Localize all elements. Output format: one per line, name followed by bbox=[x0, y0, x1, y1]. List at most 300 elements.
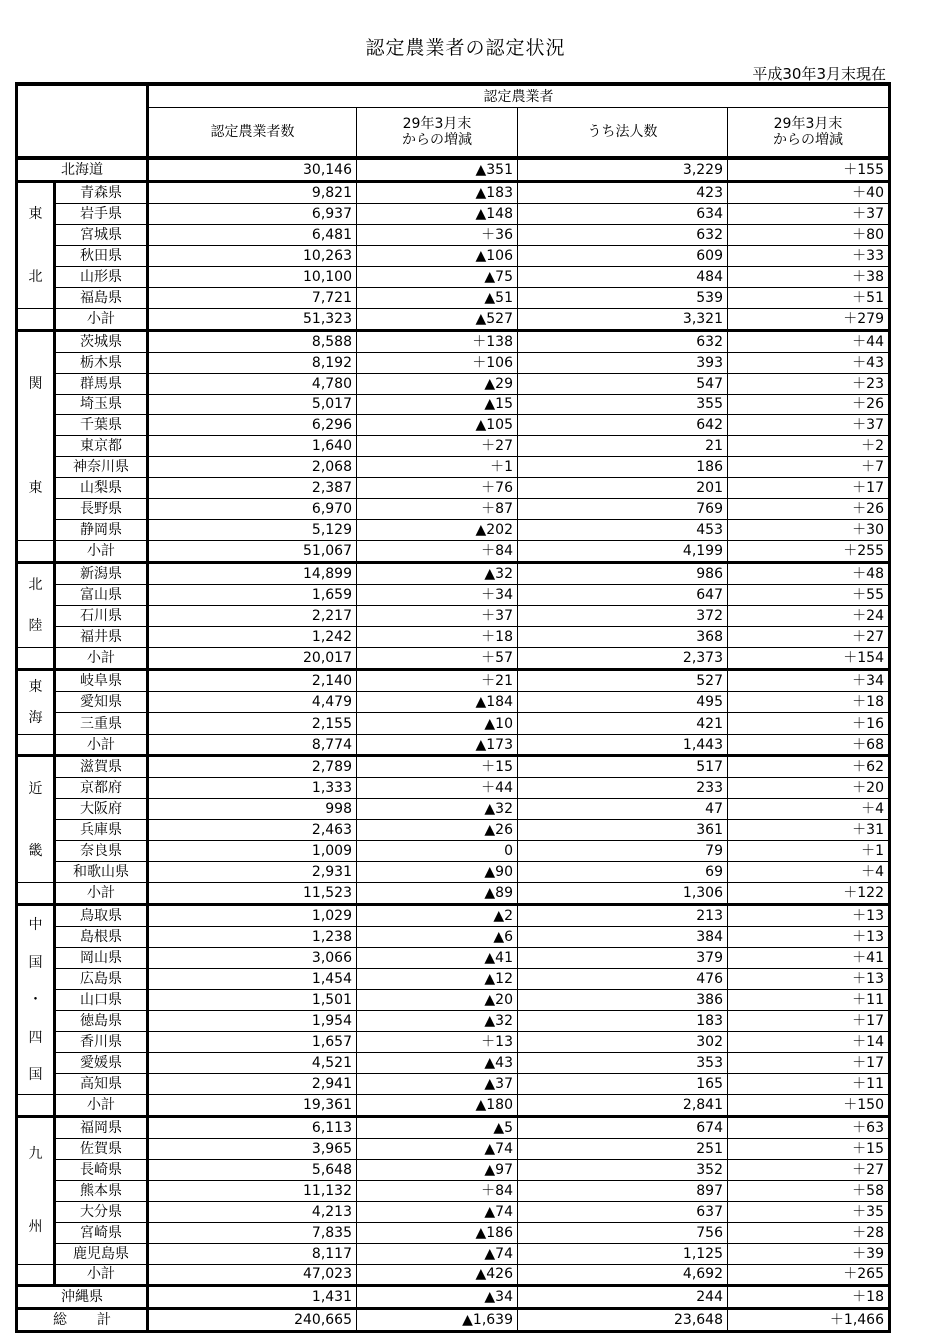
region-char: 海 bbox=[28, 709, 43, 726]
prefecture-name: 新潟県 bbox=[55, 562, 148, 584]
value-cell: ＋44 bbox=[357, 778, 518, 799]
value-cell: ＋15 bbox=[357, 756, 518, 778]
value-cell: ＋40 bbox=[728, 181, 890, 203]
prefecture-name: 青森県 bbox=[55, 181, 148, 203]
prefecture-name: 千葉県 bbox=[55, 415, 148, 436]
value-cell: 8,192 bbox=[148, 352, 357, 373]
as-of-date: 平成30年3月末現在 bbox=[752, 65, 886, 83]
header-col4-line2: からの増減 bbox=[773, 132, 843, 148]
row-label-text: 北海道 bbox=[61, 161, 103, 178]
value-cell: ▲74 bbox=[357, 1201, 518, 1222]
value-cell: 69 bbox=[518, 862, 728, 883]
table-row bbox=[17, 670, 890, 692]
value-cell: ＋76 bbox=[357, 478, 518, 499]
value-cell: 637 bbox=[518, 1201, 728, 1222]
value-cell: ＋13 bbox=[728, 969, 890, 990]
value-cell: 495 bbox=[518, 692, 728, 713]
value-cell: ▲32 bbox=[357, 799, 518, 820]
prefecture-name: 茨城県 bbox=[55, 330, 148, 352]
region-label-chars bbox=[18, 183, 53, 308]
value-cell: ＋48 bbox=[728, 562, 890, 584]
value-cell: 23,648 bbox=[518, 1309, 728, 1332]
value-cell: ＋57 bbox=[357, 648, 518, 670]
table-row bbox=[17, 224, 890, 245]
table-row bbox=[17, 1180, 890, 1201]
row-label-text: 沖縄県 bbox=[61, 1289, 103, 1306]
value-cell: ＋62 bbox=[728, 756, 890, 778]
prefecture-name: 福島県 bbox=[55, 287, 148, 308]
value-cell: 6,937 bbox=[148, 203, 357, 224]
header-col4-line1: 29年3月末 bbox=[773, 116, 843, 132]
value-cell: ▲51 bbox=[357, 287, 518, 308]
value-cell: ＋17 bbox=[728, 1052, 890, 1073]
value-cell: 484 bbox=[518, 266, 728, 287]
value-cell: ▲184 bbox=[357, 692, 518, 713]
value-cell: ▲10 bbox=[357, 713, 518, 734]
value-cell: 1,501 bbox=[148, 990, 357, 1011]
value-cell: 1,659 bbox=[148, 585, 357, 606]
value-cell: ▲29 bbox=[357, 373, 518, 394]
subtotal-label: 小計 bbox=[55, 734, 148, 756]
value-cell: 2,387 bbox=[148, 478, 357, 499]
value-cell: ▲90 bbox=[357, 862, 518, 883]
table-row bbox=[17, 713, 890, 734]
value-cell: ＋24 bbox=[728, 606, 890, 627]
value-cell: 527 bbox=[518, 670, 728, 692]
value-cell: ▲527 bbox=[357, 308, 518, 330]
region-label-chars bbox=[18, 332, 53, 540]
value-cell: ▲148 bbox=[357, 203, 518, 224]
subtotal-row bbox=[17, 1094, 890, 1116]
prefecture-name: 静岡県 bbox=[55, 520, 148, 541]
subtotal-spacer bbox=[17, 1264, 55, 1286]
region-label bbox=[17, 562, 55, 647]
value-cell: ＋34 bbox=[357, 585, 518, 606]
table-row bbox=[17, 457, 890, 478]
value-cell: ＋27 bbox=[728, 1159, 890, 1180]
value-cell: ＋27 bbox=[728, 627, 890, 648]
subtotal-label: 小計 bbox=[55, 1264, 148, 1286]
value-cell: ▲20 bbox=[357, 990, 518, 1011]
value-cell: 632 bbox=[518, 224, 728, 245]
region-char: 中 bbox=[28, 917, 43, 934]
value-cell: ▲5 bbox=[357, 1116, 518, 1138]
table-row bbox=[17, 1011, 890, 1032]
value-cell: 302 bbox=[518, 1031, 728, 1052]
table-row bbox=[17, 394, 890, 415]
table-row bbox=[17, 245, 890, 266]
prefecture-name: 愛知県 bbox=[55, 692, 148, 713]
subtotal-row bbox=[17, 648, 890, 670]
value-cell: 4,199 bbox=[518, 541, 728, 563]
value-cell: 2,217 bbox=[148, 606, 357, 627]
prefecture-name: 島根県 bbox=[55, 927, 148, 948]
table-row bbox=[17, 181, 890, 203]
value-cell: ＋14 bbox=[728, 1031, 890, 1052]
row-label bbox=[17, 1286, 148, 1309]
value-cell: ＋51 bbox=[728, 287, 890, 308]
value-cell: 0 bbox=[357, 841, 518, 862]
value-cell: 5,129 bbox=[148, 520, 357, 541]
value-cell: ▲74 bbox=[357, 1243, 518, 1264]
value-cell: ＋255 bbox=[728, 541, 890, 563]
subtotal-label: 小計 bbox=[55, 648, 148, 670]
value-cell: ＋138 bbox=[357, 330, 518, 352]
prefecture-name: 福岡県 bbox=[55, 1116, 148, 1138]
value-cell: 4,479 bbox=[148, 692, 357, 713]
value-cell: 20,017 bbox=[148, 648, 357, 670]
header-row-columns bbox=[17, 108, 890, 159]
value-cell: ＋34 bbox=[728, 670, 890, 692]
table-row bbox=[17, 1309, 890, 1332]
value-cell: ＋37 bbox=[728, 203, 890, 224]
value-cell: 674 bbox=[518, 1116, 728, 1138]
value-cell: 51,323 bbox=[148, 308, 357, 330]
table-row bbox=[17, 1201, 890, 1222]
value-cell: 2,941 bbox=[148, 1073, 357, 1094]
region-char: 北 bbox=[28, 268, 43, 285]
prefecture-name: 山梨県 bbox=[55, 478, 148, 499]
value-cell: 3,321 bbox=[518, 308, 728, 330]
prefecture-name: 秋田県 bbox=[55, 245, 148, 266]
table-row bbox=[17, 352, 890, 373]
value-cell: 2,931 bbox=[148, 862, 357, 883]
prefecture-name: 群馬県 bbox=[55, 373, 148, 394]
certified-farmers-table bbox=[15, 82, 891, 1333]
value-cell: ＋58 bbox=[728, 1180, 890, 1201]
region-label bbox=[17, 330, 55, 540]
value-cell: ＋44 bbox=[728, 330, 890, 352]
subtotal-row bbox=[17, 734, 890, 756]
value-cell: 2,140 bbox=[148, 670, 357, 692]
value-cell: ＋155 bbox=[728, 158, 890, 181]
value-cell: ▲351 bbox=[357, 158, 518, 181]
subtotal-label: 小計 bbox=[55, 883, 148, 905]
region-char: 陸 bbox=[28, 618, 43, 635]
prefecture-name: 神奈川県 bbox=[55, 457, 148, 478]
value-cell: ＋87 bbox=[357, 499, 518, 520]
value-cell: ＋154 bbox=[728, 648, 890, 670]
value-cell: ＋1 bbox=[357, 457, 518, 478]
subtotal-row bbox=[17, 308, 890, 330]
subtotal-label: 小計 bbox=[55, 541, 148, 563]
value-cell: ＋21 bbox=[357, 670, 518, 692]
value-cell: ＋43 bbox=[728, 352, 890, 373]
value-cell: 11,132 bbox=[148, 1180, 357, 1201]
table-row bbox=[17, 287, 890, 308]
value-cell: ▲2 bbox=[357, 905, 518, 927]
value-cell: 539 bbox=[518, 287, 728, 308]
value-cell: 361 bbox=[518, 820, 728, 841]
value-cell: 79 bbox=[518, 841, 728, 862]
region-char: 国 bbox=[28, 954, 43, 971]
row-label bbox=[17, 1309, 148, 1332]
value-cell: ＋68 bbox=[728, 734, 890, 756]
value-cell: ＋7 bbox=[728, 457, 890, 478]
prefecture-name: 鹿児島県 bbox=[55, 1243, 148, 1264]
value-cell: ＋31 bbox=[728, 820, 890, 841]
value-cell: ＋17 bbox=[728, 1011, 890, 1032]
value-cell: 21 bbox=[518, 436, 728, 457]
value-cell: 5,648 bbox=[148, 1159, 357, 1180]
value-cell: 2,155 bbox=[148, 713, 357, 734]
value-cell: ＋41 bbox=[728, 948, 890, 969]
value-cell: ＋17 bbox=[728, 478, 890, 499]
subtotal-spacer bbox=[17, 1094, 55, 1116]
prefecture-name: 岡山県 bbox=[55, 948, 148, 969]
value-cell: 379 bbox=[518, 948, 728, 969]
value-cell: ＋23 bbox=[728, 373, 890, 394]
prefecture-name: 兵庫県 bbox=[55, 820, 148, 841]
value-cell: 998 bbox=[148, 799, 357, 820]
table-row bbox=[17, 585, 890, 606]
region-char: 東 bbox=[28, 479, 43, 496]
region-char: 東 bbox=[28, 678, 43, 695]
table-row bbox=[17, 756, 890, 778]
subtotal-spacer bbox=[17, 883, 55, 905]
table-row bbox=[17, 1073, 890, 1094]
value-cell: ＋279 bbox=[728, 308, 890, 330]
value-cell: 3,066 bbox=[148, 948, 357, 969]
value-cell: ▲183 bbox=[357, 181, 518, 203]
region-char: 近 bbox=[28, 780, 43, 797]
table-body bbox=[17, 158, 890, 1332]
value-cell: ＋36 bbox=[357, 224, 518, 245]
value-cell: 1,454 bbox=[148, 969, 357, 990]
value-cell: ＋15 bbox=[728, 1138, 890, 1159]
value-cell: 476 bbox=[518, 969, 728, 990]
value-cell: 634 bbox=[518, 203, 728, 224]
region-label bbox=[17, 670, 55, 735]
value-cell: 393 bbox=[518, 352, 728, 373]
value-cell: 1,657 bbox=[148, 1031, 357, 1052]
page-title: 認定農業者の認定状況 bbox=[365, 37, 566, 59]
value-cell: 47 bbox=[518, 799, 728, 820]
value-cell: 6,481 bbox=[148, 224, 357, 245]
value-cell: ▲180 bbox=[357, 1094, 518, 1116]
prefecture-name: 岐阜県 bbox=[55, 670, 148, 692]
value-cell: 986 bbox=[518, 562, 728, 584]
value-cell: 423 bbox=[518, 181, 728, 203]
region-char: 州 bbox=[28, 1219, 43, 1236]
value-cell: ＋2 bbox=[728, 436, 890, 457]
table-row bbox=[17, 266, 890, 287]
table-row bbox=[17, 862, 890, 883]
value-cell: ＋80 bbox=[728, 224, 890, 245]
value-cell: 372 bbox=[518, 606, 728, 627]
value-cell: ▲202 bbox=[357, 520, 518, 541]
value-cell: ▲426 bbox=[357, 1264, 518, 1286]
value-cell: 30,146 bbox=[148, 158, 357, 181]
value-cell: 186 bbox=[518, 457, 728, 478]
value-cell: 213 bbox=[518, 905, 728, 927]
value-cell: ▲1,639 bbox=[357, 1309, 518, 1332]
value-cell: 6,296 bbox=[148, 415, 357, 436]
value-cell: ＋37 bbox=[357, 606, 518, 627]
value-cell: ▲12 bbox=[357, 969, 518, 990]
value-cell: 352 bbox=[518, 1159, 728, 1180]
region-label-chars bbox=[18, 906, 53, 1094]
table-row bbox=[17, 478, 890, 499]
region-char: 東 bbox=[28, 206, 43, 223]
value-cell: 769 bbox=[518, 499, 728, 520]
value-cell: ▲74 bbox=[357, 1138, 518, 1159]
value-cell: 517 bbox=[518, 756, 728, 778]
prefecture-name: 岩手県 bbox=[55, 203, 148, 224]
subtotal-label: 小計 bbox=[55, 308, 148, 330]
prefecture-name: 鳥取県 bbox=[55, 905, 148, 927]
header-col-corporations-change bbox=[728, 108, 890, 159]
header-group-label: 認定農業者 bbox=[148, 84, 890, 108]
value-cell: ▲41 bbox=[357, 948, 518, 969]
value-cell: ＋37 bbox=[728, 415, 890, 436]
value-cell: ＋18 bbox=[728, 1286, 890, 1309]
value-cell: 4,521 bbox=[148, 1052, 357, 1073]
value-cell: 19,361 bbox=[148, 1094, 357, 1116]
prefecture-name: 和歌山県 bbox=[55, 862, 148, 883]
value-cell: ▲32 bbox=[357, 1011, 518, 1032]
value-cell: 647 bbox=[518, 585, 728, 606]
value-cell: ▲32 bbox=[357, 562, 518, 584]
value-cell: ＋122 bbox=[728, 883, 890, 905]
region-label-chars bbox=[18, 757, 53, 882]
value-cell: 547 bbox=[518, 373, 728, 394]
value-cell: 4,780 bbox=[148, 373, 357, 394]
value-cell: 642 bbox=[518, 415, 728, 436]
subtotal-spacer bbox=[17, 648, 55, 670]
value-cell: 1,125 bbox=[518, 1243, 728, 1264]
table-row bbox=[17, 948, 890, 969]
value-cell: ▲15 bbox=[357, 394, 518, 415]
value-cell: 1,640 bbox=[148, 436, 357, 457]
value-cell: ＋39 bbox=[728, 1243, 890, 1264]
value-cell: 353 bbox=[518, 1052, 728, 1073]
value-cell: 251 bbox=[518, 1138, 728, 1159]
subtotal-spacer bbox=[17, 541, 55, 563]
prefecture-name: 大分県 bbox=[55, 1201, 148, 1222]
subtotal-row bbox=[17, 541, 890, 563]
value-cell: 4,213 bbox=[148, 1201, 357, 1222]
prefecture-name: 福井県 bbox=[55, 627, 148, 648]
value-cell: 609 bbox=[518, 245, 728, 266]
table-row bbox=[17, 1116, 890, 1138]
value-cell: 6,970 bbox=[148, 499, 357, 520]
value-cell: 3,229 bbox=[518, 158, 728, 181]
table-row bbox=[17, 627, 890, 648]
table-row bbox=[17, 905, 890, 927]
table-row bbox=[17, 692, 890, 713]
region-char: 四 bbox=[28, 1029, 43, 1046]
value-cell: 1,242 bbox=[148, 627, 357, 648]
value-cell: 8,588 bbox=[148, 330, 357, 352]
prefecture-name: 三重県 bbox=[55, 713, 148, 734]
prefecture-name: 香川県 bbox=[55, 1031, 148, 1052]
value-cell: 165 bbox=[518, 1073, 728, 1094]
table-row bbox=[17, 1031, 890, 1052]
table-row bbox=[17, 415, 890, 436]
value-cell: ＋1 bbox=[728, 841, 890, 862]
value-cell: 47,023 bbox=[148, 1264, 357, 1286]
subtotal-spacer bbox=[17, 734, 55, 756]
value-cell: 1,443 bbox=[518, 734, 728, 756]
subtotal-row bbox=[17, 883, 890, 905]
region-label-chars bbox=[18, 671, 53, 734]
value-cell: ＋106 bbox=[357, 352, 518, 373]
table-row bbox=[17, 841, 890, 862]
value-cell: ▲173 bbox=[357, 734, 518, 756]
table-row bbox=[17, 606, 890, 627]
table-row bbox=[17, 1138, 890, 1159]
value-cell: ＋265 bbox=[728, 1264, 890, 1286]
prefecture-name: 熊本県 bbox=[55, 1180, 148, 1201]
value-cell: ▲106 bbox=[357, 245, 518, 266]
value-cell: ▲186 bbox=[357, 1222, 518, 1243]
value-cell: 7,835 bbox=[148, 1222, 357, 1243]
table-row bbox=[17, 436, 890, 457]
value-cell: ＋20 bbox=[728, 778, 890, 799]
value-cell: ＋55 bbox=[728, 585, 890, 606]
value-cell: 240,665 bbox=[148, 1309, 357, 1332]
value-cell: 386 bbox=[518, 990, 728, 1011]
value-cell: ＋28 bbox=[728, 1222, 890, 1243]
value-cell: 51,067 bbox=[148, 541, 357, 563]
region-char: 北 bbox=[28, 576, 43, 593]
value-cell: 1,306 bbox=[518, 883, 728, 905]
prefecture-name: 東京都 bbox=[55, 436, 148, 457]
header-corner bbox=[17, 84, 148, 158]
prefecture-name: 徳島県 bbox=[55, 1011, 148, 1032]
value-cell: 453 bbox=[518, 520, 728, 541]
value-cell: ＋26 bbox=[728, 499, 890, 520]
value-cell: ▲37 bbox=[357, 1073, 518, 1094]
region-char: 九 bbox=[28, 1146, 43, 1163]
value-cell: 355 bbox=[518, 394, 728, 415]
region-label bbox=[17, 181, 55, 308]
prefecture-name: 宮崎県 bbox=[55, 1222, 148, 1243]
subtotal-label: 小計 bbox=[55, 1094, 148, 1116]
value-cell: ＋30 bbox=[728, 520, 890, 541]
value-cell: ＋27 bbox=[357, 436, 518, 457]
value-cell: 8,117 bbox=[148, 1243, 357, 1264]
table-row bbox=[17, 499, 890, 520]
prefecture-name: 石川県 bbox=[55, 606, 148, 627]
table-row bbox=[17, 373, 890, 394]
prefecture-name: 宮城県 bbox=[55, 224, 148, 245]
prefecture-name: 長崎県 bbox=[55, 1159, 148, 1180]
value-cell: 7,721 bbox=[148, 287, 357, 308]
value-cell: 14,899 bbox=[148, 562, 357, 584]
value-cell: ＋18 bbox=[357, 627, 518, 648]
prefecture-name: 広島県 bbox=[55, 969, 148, 990]
header-col-farmers: 認定農業者数 bbox=[148, 108, 357, 159]
value-cell: 1,954 bbox=[148, 1011, 357, 1032]
value-cell: ＋4 bbox=[728, 862, 890, 883]
row-label-text: 総計 bbox=[53, 1312, 141, 1329]
value-cell: 8,774 bbox=[148, 734, 357, 756]
prefecture-name: 山口県 bbox=[55, 990, 148, 1011]
value-cell: 244 bbox=[518, 1286, 728, 1309]
value-cell: ▲6 bbox=[357, 927, 518, 948]
region-char: ・ bbox=[28, 992, 43, 1009]
value-cell: 11,523 bbox=[148, 883, 357, 905]
value-cell: ＋33 bbox=[728, 245, 890, 266]
table-row bbox=[17, 1159, 890, 1180]
prefecture-name: 滋賀県 bbox=[55, 756, 148, 778]
table-row bbox=[17, 778, 890, 799]
value-cell: ＋84 bbox=[357, 1180, 518, 1201]
value-cell: ＋38 bbox=[728, 266, 890, 287]
value-cell: 233 bbox=[518, 778, 728, 799]
